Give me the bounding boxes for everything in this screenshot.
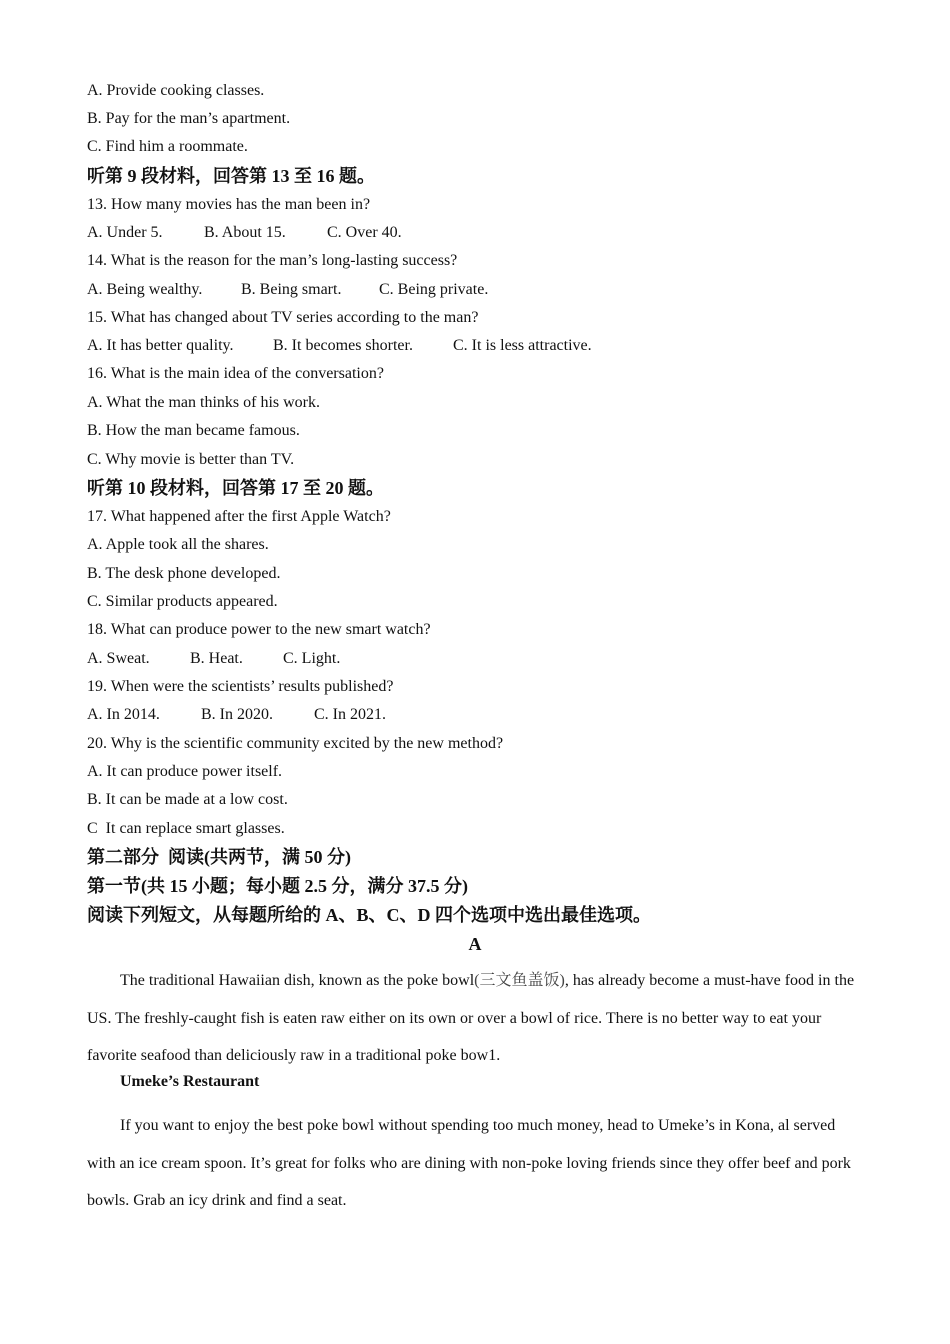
q16-option-c: C. Why movie is better than TV.: [87, 451, 295, 468]
q18-option-a: A. Sweat.: [87, 650, 150, 667]
chinese-gloss: (三文鱼盖饭): [474, 972, 565, 989]
q12-option-b: B. Pay for the man’s apartment.: [87, 110, 291, 127]
intro-text-before: The traditional Hawaiian dish, known as the poke bowl: [120, 972, 475, 989]
q18-options: [87, 649, 340, 669]
q19-option-b: B. In 2020.: [201, 706, 273, 723]
q17-option-c: C. Similar products appeared.: [87, 593, 278, 610]
q15-option-a: A. It has better quality.: [87, 337, 234, 354]
q20-option-b: B. It can be made at a low cost.: [87, 791, 288, 808]
reading-instructions: 阅读下列短文，从每题所给的 A、B、C、D 四个选项中选出最佳选项。: [87, 905, 651, 925]
q16-stem: 16. What is the main idea of the conversation?: [87, 365, 384, 382]
q19-options: [87, 705, 386, 725]
q15-option-c: C. It is less attractive.: [453, 337, 592, 354]
intro-text-after: , has already become a must-have food in the US. The freshly-caught fish is eaten raw either on its own or over a bowl of rice. There is no better way to eat your favorite seafood than deliciously raw in a traditional poke bow1.: [87, 972, 855, 1064]
q17-option-a: A. Apple took all the shares.: [87, 536, 269, 553]
q14-stem: 14. What is the reason for the man’s long-lasting success?: [87, 252, 458, 269]
q19-option-c: C. In 2021.: [314, 706, 386, 723]
q20-option-c: C It can replace smart glasses.: [87, 820, 285, 837]
q15-option-b: B. It becomes shorter.: [273, 337, 413, 354]
q17-stem: 17. What happened after the first Apple Watch?: [87, 508, 391, 525]
q13-option-b: B. About 15.: [204, 224, 286, 241]
q18-option-b: B. Heat.: [190, 650, 243, 667]
q13-options: [87, 223, 402, 243]
q16-option-b: B. How the man became famous.: [87, 422, 300, 439]
q13-option-a: A. Under 5.: [87, 224, 163, 241]
passage-label: A: [468, 934, 482, 954]
restaurant-paragraph: If you want to enjoy the best poke bowl without spending too much money, head to Umeke’s in Kona, al served with an ice cream spoon. It’s great for folks who are dining with non-poke loving friends since they offer beef and pork bowls. Grab an icy drink and find a seat.: [87, 1117, 851, 1209]
q13-option-c: C. Over 40.: [327, 224, 402, 241]
q19-option-a: A. In 2014.: [87, 706, 160, 723]
q12-option-a: A. Provide cooking classes.: [87, 82, 265, 99]
intro-paragraph: [87, 962, 867, 1075]
q13-stem: 13. How many movies has the man been in?: [87, 196, 371, 213]
q16-option-a: A. What the man thinks of his work.: [87, 394, 321, 411]
q12-option-c: C. Find him a roommate.: [87, 138, 248, 155]
q18-option-c: C. Light.: [283, 650, 341, 667]
restaurant-name: Umeke’s Restaurant: [120, 1073, 260, 1090]
q17-option-b: B. The desk phone developed.: [87, 565, 281, 582]
q14-options: [87, 280, 488, 300]
q20-option-a: A. It can produce power itself.: [87, 763, 283, 780]
q14-option-a: A. Being wealthy.: [87, 281, 203, 298]
q14-option-b: B. Being smart.: [241, 281, 342, 298]
q20-stem: 20. Why is the scientific community excited by the new method?: [87, 735, 504, 752]
q18-stem: 18. What can produce power to the new smart watch?: [87, 621, 431, 638]
part2-header: 第二部分 阅读(共两节，满 50 分): [87, 847, 351, 867]
q15-stem: 15. What has changed about TV series according to the man?: [87, 309, 479, 326]
q14-option-c: C. Being private.: [379, 281, 489, 298]
q15-options: [87, 336, 592, 356]
section9-header: 听第 9 段材料，回答第 13 至 16 题。: [87, 166, 375, 186]
q19-stem: 19. When were the scientists’ results published?: [87, 678, 394, 695]
section10-header: 听第 10 段材料，回答第 17 至 20 题。: [87, 478, 384, 498]
section1-header: 第一节(共 15 小题；每小题 2.5 分，满分 37.5 分): [87, 876, 468, 896]
